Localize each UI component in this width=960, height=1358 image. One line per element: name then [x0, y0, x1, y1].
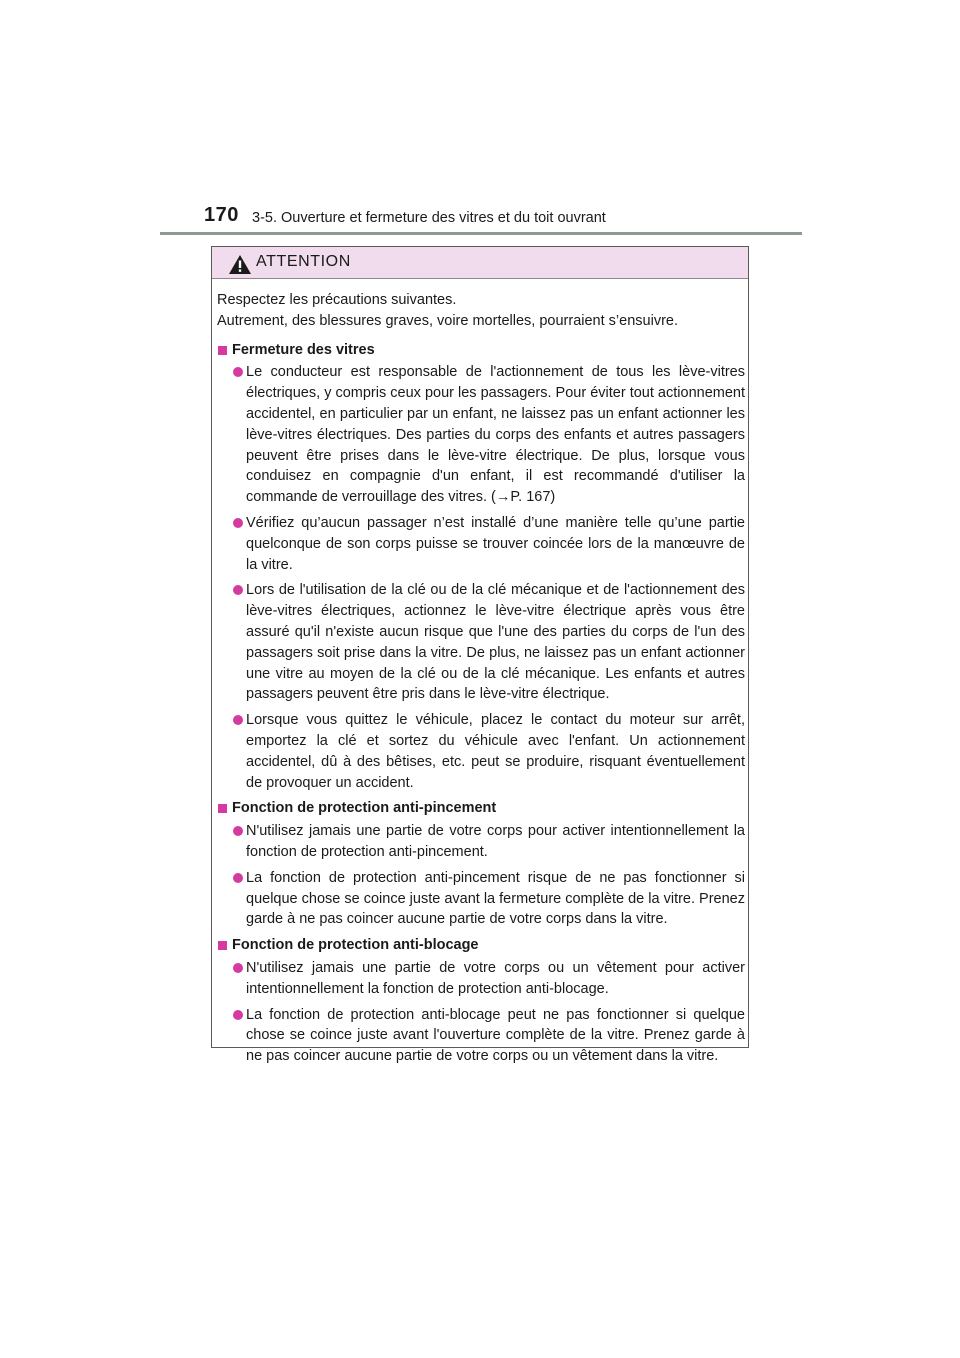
warning-title: ATTENTION: [256, 253, 351, 270]
warning-box-header: [212, 247, 748, 279]
intro-line: Autrement, des blessures graves, voire mortelles, pourraient s’ensuivre.: [217, 312, 678, 329]
section-heading: Fermeture des vitres: [217, 340, 745, 361]
warning-triangle-icon: [229, 255, 251, 274]
section-title: 3-5. Ouverture et fermeture des vitres et du toit ouvrant: [252, 210, 606, 226]
list-item: N'utilisez jamais une partie de votre corps pour activer intentionnellement la fonction de protection anti-pincement.: [217, 821, 745, 863]
warning-content: [217, 290, 745, 1070]
header-rule: [160, 232, 802, 235]
list-item: Le conducteur est responsable de l'actionnement de tous les lève-vitres électriques, y compris ceux pour les passagers. Pour éviter tout actionnement accidentel, en particulier par un enfant, ne laissez pas un enfant actionner les lève-vitres électriques. Des parties du corps des enfants et autres passagers peuvent être prises dans le lève-vitre électrique. De plus, lorsque vous conduisez en compagnie d'un enfant, il est recommandé d'utiliser la commande de verrouillage des vitres. (→P. 167): [217, 362, 745, 508]
intro-line: Respectez les précautions suivantes.: [217, 292, 457, 308]
warning-box: [211, 246, 749, 1065]
list-item: La fonction de protection anti-pincement risque de ne pas fonctionner si quelque chose se coince juste avant la fermeture complète de la vitre. Prenez garde à ne pas coincer aucune partie de votre corps dans la vitre.: [217, 868, 745, 930]
warning-intro: [217, 290, 745, 332]
page-number: 170: [204, 204, 239, 226]
list-item: Lors de l'utilisation de la clé ou de la clé mécanique et de l'actionnement des lève-vitres électriques, actionnez le lève-vitre électrique après vous être assuré qu'il n'existe aucun risque que l'une des parties du corps de l'un des passagers soit prise dans la vitre. De plus, ne laissez pas un enfant actionner une vitre au moyen de la clé ou de la clé mécanique. Les enfants et autres passagers peuvent être pris dans le lève-vitre électrique.: [217, 580, 745, 705]
section-heading: Fonction de protection anti-blocage: [217, 935, 745, 956]
list-item: La fonction de protection anti-blocage peut ne pas fonctionner si quelque chose se coince juste avant l'ouverture complète de la vitre. Prenez garde à ne pas coincer aucune partie de votre corps ou un vêtement dans la vitre.: [217, 1005, 745, 1067]
list-item: N'utilisez jamais une partie de votre corps ou un vêtement pour activer intentionnellement la fonction de protection anti-blocage.: [217, 958, 745, 1000]
section-heading: Fonction de protection anti-pincement: [217, 798, 745, 819]
list-item: Vérifiez qu’aucun passager n’est installé d’une manière telle qu’une partie quelconque de son corps puisse se trouver coincée lors de la manœuvre de la vitre.: [217, 513, 745, 575]
list-item: Lorsque vous quittez le véhicule, placez le contact du moteur sur arrêt, emportez la clé et sortez du véhicule avec l'enfant. Un actionnement accidentel, dû à des bêtises, etc. peut se produire, risquant éventuellement de provoquer un accident.: [217, 710, 745, 793]
page-header: [160, 200, 802, 236]
